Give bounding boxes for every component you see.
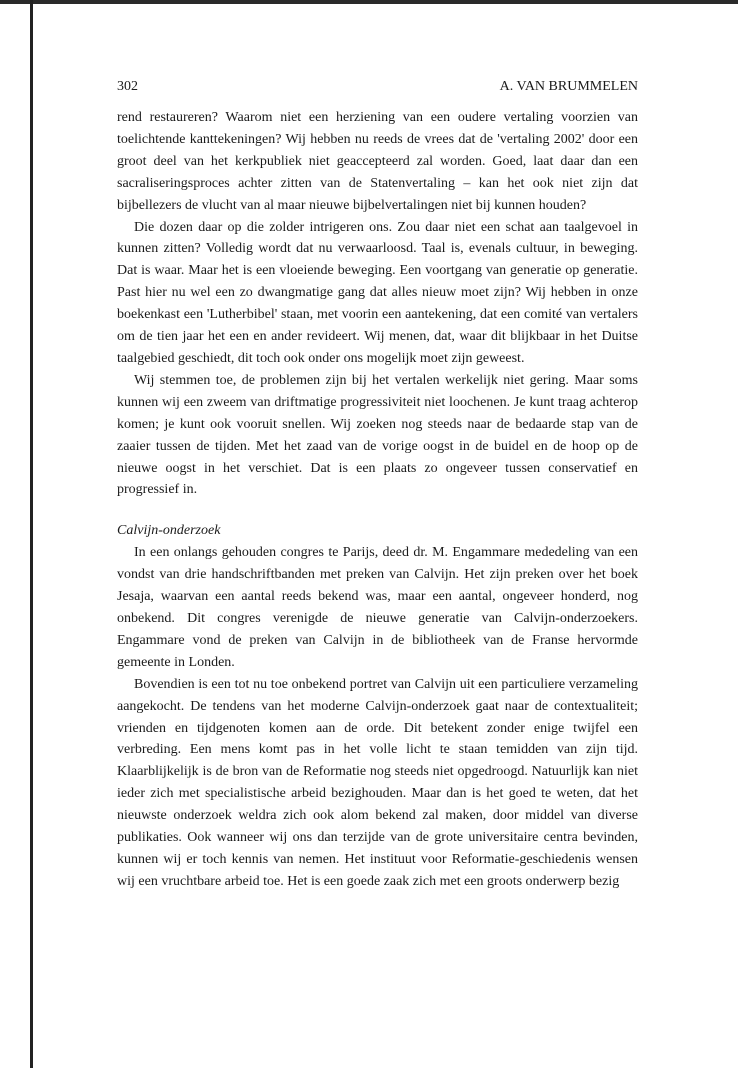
paragraph: rend restaureren? Waarom niet een herziening van een oudere vertaling voorzien van toelichtende kanttekeningen? Wij hebben nu reeds de vrees dat de 'vertaling 2002' door een groot deel van het kerkpubliek niet geaccepteerd zal worden. Goed, laat daar dan een sacraliseringsproces achter zitten van de Statenvertaling – kan het ook niet zijn dat bijbellezers de vlucht van al maar nieuwe bijbelvertalingen niet bij kunnen houden? <box>117 110 638 213</box>
book-page <box>117 78 638 893</box>
section-heading: Calvijn-onderzoek <box>117 523 221 539</box>
paragraph: In een onlangs gehouden congres te Parijs, deed dr. M. Engammare mededeling van een vondst van drie handschriftbanden met preken van Calvijn. Het zijn preken over het boek Jesaja, waarvan een aantal reeds bekend was, maar een aantal, ongeveer honderd, nog onbekend. Dit congres verenigde de nieuwe generatie van Calvijn-onderzoekers. Engammare vond de preken van Calvijn in de bibliotheek van de Franse hervormde gemeente in Londen. <box>117 545 638 670</box>
scan-edge-left <box>30 0 33 1068</box>
paragraph: Wij stemmen toe, de problemen zijn bij het vertalen werkelijk niet gering. Maar soms kunnen wij een zweem van driftmatige progressiviteit niet loochenen. Je kunt traag achterop komen; je kunt ook vooruit snellen. Wij zoeken nog steeds naar de bedaarde stap van de zaaier tussen de tijden. Met het zaad van de vorige oogst in de buidel en de hoop op de nieuwe oogst in het verschiet. Dat is een plaats zo ongeveer tussen conservatief en progressief in. <box>117 372 638 498</box>
page-number: 302 <box>117 79 138 94</box>
paragraph: Die dozen daar op die zolder intrigeren ons. Zou daar niet een schat aan taalgevoel in kunnen zitten? Volledig wordt dat nu verwaarloosd. Taal is, evenals cultuur, in beweging. Dat is waar. Maar het is een vloeiende beweging. Een voortgang van generatie op generatie. Past hier nu wel een zo dwangmatige gang dat alles nieuw moet zijn? Wij hebben in onze boekenkast een 'Lutherbibel' staan, met voorin een aantekening, dat een comité van vertalers om de tien jaar het een en ander revideert. Wij menen, dat, waar dit blijkbaar in het Duitse taalgebied geschiedt, dit toch ook onder ons mogelijk moet zijn geweest. <box>117 219 638 366</box>
body-text <box>117 107 638 893</box>
running-header <box>117 78 638 96</box>
paragraph: Bovendien is een tot nu toe onbekend portret van Calvijn uit een particuliere verzameling aangekocht. De tendens van het moderne Calvijn-onderzoek gaat naar de contextualiteit; vrienden en tijdgenoten komen aan de orde. Dit betekent zonder enige twijfel een verbreding. Een mens komt pas in het volle licht te staan temidden van zijn tijd. Klaarblijkelijk is de bron van de Reformatie nog steeds niet opgedroogd. Natuurlijk kan niet ieder zich met specialistische arbeid bezighouden. Maar dan is het goed te weten, dat het nieuwste onderzoek weldra zich ook alom bekend zal maken, door middel van diverse publikaties. Ook wanneer wij ons dan terzijde van de grote universitaire centra bevinden, kunnen wij er toch kennis van nemen. Het instituut voor Reformatie-geschiedenis wensen wij een vruchtbare arbeid toe. Het is een goede zaak zich met een groots onderwerp bezig <box>117 676 638 889</box>
running-title: A. VAN BRUMMELEN <box>499 79 638 94</box>
scan-edge-top <box>0 0 738 4</box>
